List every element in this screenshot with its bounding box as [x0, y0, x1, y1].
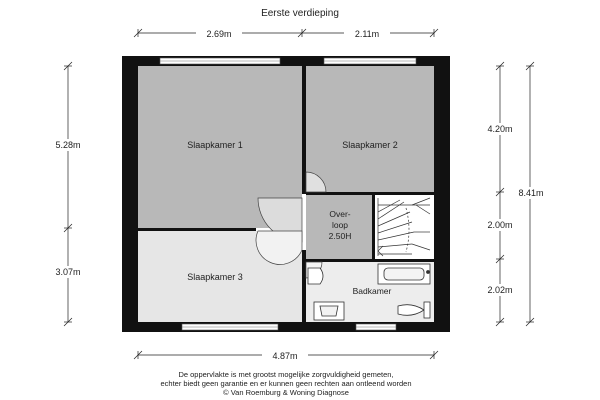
- dimension-top-left: 2.69m: [206, 29, 232, 39]
- room-label-overloop-1: Over-: [329, 209, 351, 219]
- dimension-right-3: 2.02m: [487, 285, 513, 295]
- room-slaapkamer-2: [306, 66, 434, 192]
- room-label-badkamer: Badkamer: [352, 286, 392, 296]
- footer-line-2: echter biedt geen garantie en er kunnen geen rechten aan ontleend worden: [160, 379, 412, 388]
- footer-line-1: De oppervlakte is met grootst mogelijke zorgvuldigheid gemeten,: [178, 370, 394, 379]
- plan-title: Eerste verdieping: [261, 8, 339, 19]
- dimension-right-total: 8.41m: [518, 188, 544, 198]
- ceiling-height-label: 2.50H: [328, 231, 352, 241]
- dimension-top-right: 2.11m: [354, 29, 380, 39]
- sink-icon: [308, 268, 323, 284]
- room-label-overloop-2: loop: [331, 220, 349, 230]
- dimension-bottom: 4.87m: [272, 351, 298, 361]
- room-label-slaapkamer-2: Slaapkamer 2: [342, 140, 398, 150]
- footer-line-3: © Van Roemburg & Woning Diagnose: [223, 388, 349, 397]
- staircase: [374, 195, 434, 259]
- room-label-slaapkamer-1: Slaapkamer 1: [187, 140, 243, 150]
- dimension-left-lower: 3.07m: [55, 267, 81, 277]
- dimension-right-2: 2.00m: [487, 220, 513, 230]
- room-label-slaapkamer-3: Slaapkamer 3: [187, 272, 243, 282]
- dimension-right-1: 4.20m: [487, 124, 513, 134]
- dimension-left-upper: 5.28m: [55, 140, 81, 150]
